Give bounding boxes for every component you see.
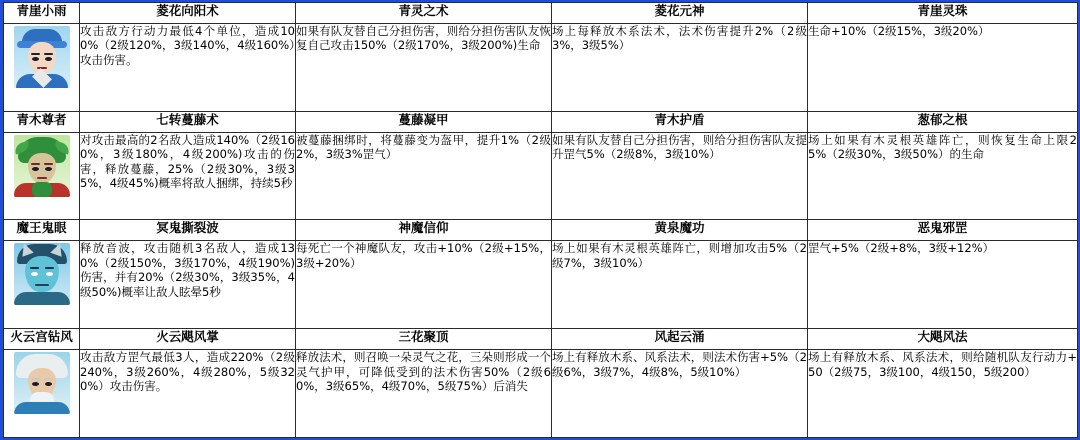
hero-portrait-cell [4,23,80,111]
skill-title-cell: 黄泉魔功 [552,220,808,241]
skill-title-cell: 菱花向阳术 [80,3,296,24]
table-row [4,111,1078,132]
hero-name-cell: 火云宫钻风 [4,329,80,350]
skill-desc-cell: 每死亡一个神魔队友，攻击+10%（2级+15%，3级+20%） [296,241,552,329]
avatar [14,135,70,197]
skill-desc-cell: 场上每释放木系法术，法术伤害提升2%（2级3%，3级5%） [552,23,808,111]
skill-title-cell: 恶鬼邪罡 [808,220,1078,241]
skill-desc-cell: 罡气+5%（2级+8%，3级+12%） [808,241,1078,329]
skill-title-cell: 三花聚顶 [296,329,552,350]
skill-desc-cell: 场上有释放木系、风系法术，则给随机队友行动力+50（2级75，3级100，4级150，5级200） [808,350,1078,438]
skill-desc-cell: 如果有队友替自己分担伤害，则给分担伤害队友提升罡气5%（2级8%，3级10%） [552,132,808,220]
skill-desc-cell: 对攻击最高的2名敌人造成140%（2级160%，3级180%，4级200%)攻击的伤害，释放蔓藤，25%（2级30%，3级35%，4级45%)概率将敌人捆绑，持续5秒 [80,132,296,220]
skill-title-cell: 葱郁之根 [808,111,1078,132]
table-row [4,132,1078,220]
skill-desc-cell: 释放音波，攻击随机3名敌人，造成130%（2级150%，3级170%，4级190%)伤害，并有20%（2级30%，3级35%，4级50%)概率让敌人眩晕5秒 [80,241,296,329]
table-row [4,23,1078,111]
avatar [14,26,70,88]
skill-desc-cell: 场上如果有木灵根英雄阵亡，则恢复生命上限25%（2级30%，3级50%）的生命 [808,132,1078,220]
hero-portrait-cell [4,241,80,329]
skill-title-cell: 青灵之术 [296,3,552,24]
table-row [4,329,1078,350]
skill-desc-cell: 释放法术，则召唤一朵灵气之花，三朵则形成一个灵气护甲，可降低受到的法术伤害50%（2级60%，3级65%，4级70%，5级75%）后消失 [296,350,552,438]
avatar [14,243,70,305]
hero-portrait-cell [4,132,80,220]
table-row [4,220,1078,241]
hero-portrait-cell [4,350,80,438]
table-row [4,350,1078,438]
skill-desc-cell: 攻击敌方罡气最低3人，造成220%（2级240%，3级260%，4级280%，5级320%）攻击伤害。 [80,350,296,438]
skill-title-cell: 风起云涌 [552,329,808,350]
hero-name-cell: 青木尊者 [4,111,80,132]
avatar [14,352,70,414]
skill-desc-cell: 生命+10%（2级15%，3级20%） [808,23,1078,111]
skill-title-cell: 青崖灵珠 [808,3,1078,24]
hero-name-cell: 青崖小雨 [4,3,80,24]
hero-skill-table [3,2,1078,438]
skill-desc-cell: 场上有释放木系、风系法术，则法术伤害+5%（2级6%，3级7%，4级8%，5级10%） [552,350,808,438]
skill-title-cell: 七转蔓藤术 [80,111,296,132]
skill-title-cell: 神魔信仰 [296,220,552,241]
skill-title-cell: 大飓风法 [808,329,1078,350]
table-row [4,241,1078,329]
skill-desc-cell: 如果有队友替自己分担伤害，则给分担伤害队友恢复自己攻击150%（2级170%，3级200%)生命 [296,23,552,111]
skill-desc-cell: 场上如果有木灵根英雄阵亡，则增加攻击5%（2级7%，3级10%） [552,241,808,329]
table-row [4,3,1078,24]
skill-title-cell: 青木护盾 [552,111,808,132]
skill-desc-cell: 攻击敌方行动力最低4个单位，造成100%（2级120%，3级140%，4级160%）攻击伤害。 [80,23,296,111]
skill-title-cell: 火云飓风掌 [80,329,296,350]
skill-title-cell: 菱花元神 [552,3,808,24]
skill-title-cell: 蔓藤凝甲 [296,111,552,132]
skill-title-cell: 冥鬼撕裂波 [80,220,296,241]
skill-desc-cell: 被蔓藤捆绑时，将蔓藤变为盔甲，提升1%（2级2%，3级3%罡气） [296,132,552,220]
hero-name-cell: 魔王鬼眼 [4,220,80,241]
